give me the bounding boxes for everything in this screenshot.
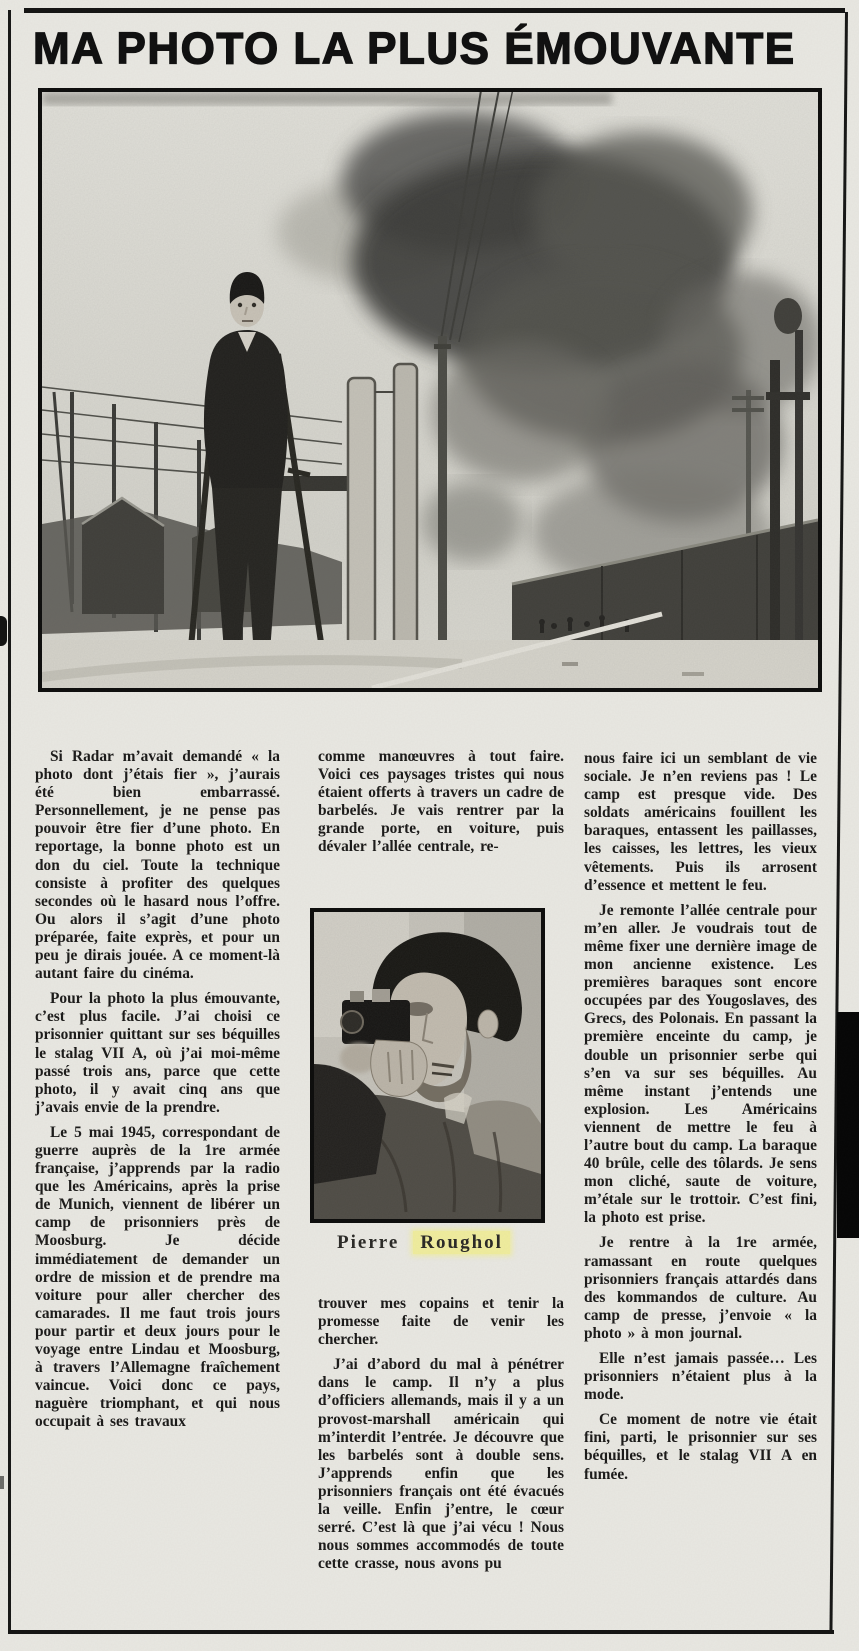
paragraph: nous faire ici un semblant de vie sociale. Je n’en reviens pas ! Le camp est presque vide. Des soldats américains fouillent les baraques, entassent les paillasses, les caisses, les lettres, les vieux vêtements. Puis ils arrosent d’essence et mettent le feu. (584, 750, 817, 894)
column-2-bottom (318, 1295, 564, 1627)
column-2-top (318, 748, 564, 898)
top-rule (24, 8, 845, 13)
column-1 (35, 748, 280, 1632)
paragraph: Pour la photo la plus émouvante, c’est plus facile. J’ai choisi ce prisonnier quittant sur ses béquilles le stalag VII A, où j’ai moi-même passé trois ans, parce que cette photo, il y avait cinq ans que j’avais envie de la prendre. (35, 990, 280, 1116)
paragraph: Je remonte l’allée centrale pour m’en aller. Je voudrais tout de même fixer une dernière image de mon ancienne existence. Les premières baraques sont encore occupées par des Yougoslaves, des Grecs, des Polonais. En passant la première enceinte du camp, je double un prisonnier serbe qui s’en va sur ses béquilles. Au même instant j’entends une explosion. Les Américains viennent de mettre le feu à l’autre bout du camp. La baraque 40 brûle, celle des tôlards. Je sens mon cliché, saute de voiture, m’étale sur le trottoir. C’est fini, la photo est prise. (584, 901, 817, 1227)
column-3 (584, 750, 817, 1628)
paragraph: Ce moment de notre vie était fini, parti, le prisonnier sur ses béquilles, et le stalag VII A en fumée. (584, 1411, 817, 1483)
main-photo (38, 88, 822, 692)
paragraph: Je rentre à la 1re armée, ramassant en route quelques prisonniers français attardés dans des kommandos de culture. Au camp de presse, j’envoie « la photo » à mon journal. (584, 1234, 817, 1342)
paragraph: Si Radar m’avait demandé « la photo dont j’étais fier », j’aurais été bien embarrassé. Personnellement, je ne pense pas pouvoir être fier d’une photo. En reportage, la bonne photo est un don du ciel. Toute la technique consiste à profiter des quelques secondes où le hasard nous l’offre. Ou alors il s’agit d’une photo préparée, faite exprès, et pour un peu je dirais jouée. A ce moment-là autant faire du cinéma. (35, 748, 280, 983)
paragraph: trouver mes copains et tenir la promesse faite de venir les chercher. (318, 1295, 564, 1349)
right-border (829, 12, 848, 1632)
portrait-photo (310, 908, 545, 1223)
portrait-illustration (314, 912, 541, 1219)
paragraph: comme manœuvres à tout faire. Voici ces paysages tristes qui nous étaient offerts à travers un cadre de barbelés. Je vais rentrer par la grande porte, en voiture, puis dévaler l’allée centrale, re- (318, 748, 564, 856)
caption-highlighted-name: Roughol (413, 1231, 510, 1254)
paragraph: Elle n’est jamais passée… Les prisonniers n’étaient plus à la mode. (584, 1350, 817, 1404)
article-headline: MA PHOTO LA PLUS ÉMOUVANTE (33, 23, 796, 74)
ink-mark (0, 616, 7, 646)
ink-mark-small (0, 1476, 4, 1489)
paragraph: J’ai d’abord du mal à pénétrer dans le camp. Il n’y a plus d’officiers allemands, mais il y a un provost-marshall américain qui m’interdit l’entrée. Je découvre que les barbelés sont à double sens. J’apprends enfin que les prisonniers français ont été évacués la veille. Enfin j’entre, le cœur serré. C’est là que j’ai vécu ! Nous nous sommes accommodés de toute cette crasse, nous avons pu (318, 1356, 564, 1573)
main-photo-illustration (42, 92, 818, 688)
caption-name: Pierre (337, 1232, 400, 1253)
paragraph: Le 5 mai 1945, correspondant de guerre auprès de la 1re armée française, j’apprends par la radio que les Américains, après la prise de Munich, viennent de libérer un camp de prisonniers près de Moosburg. Je décide immédiatement de demander un ordre de mission et de prendre ma voiture pour aller chercher des camarades. Il me faut trois jours pour partir et deux jours pour le voyage entre Lindau et Moosburg, à travers l’Allemagne fraîchement vaincue. Voici donc ce pays, naguère triomphant, et qui nous occupait à ses travaux (35, 1123, 280, 1431)
portrait-caption (300, 1232, 547, 1254)
left-border (8, 10, 11, 1634)
scan-edge-artifact (837, 1012, 859, 1238)
